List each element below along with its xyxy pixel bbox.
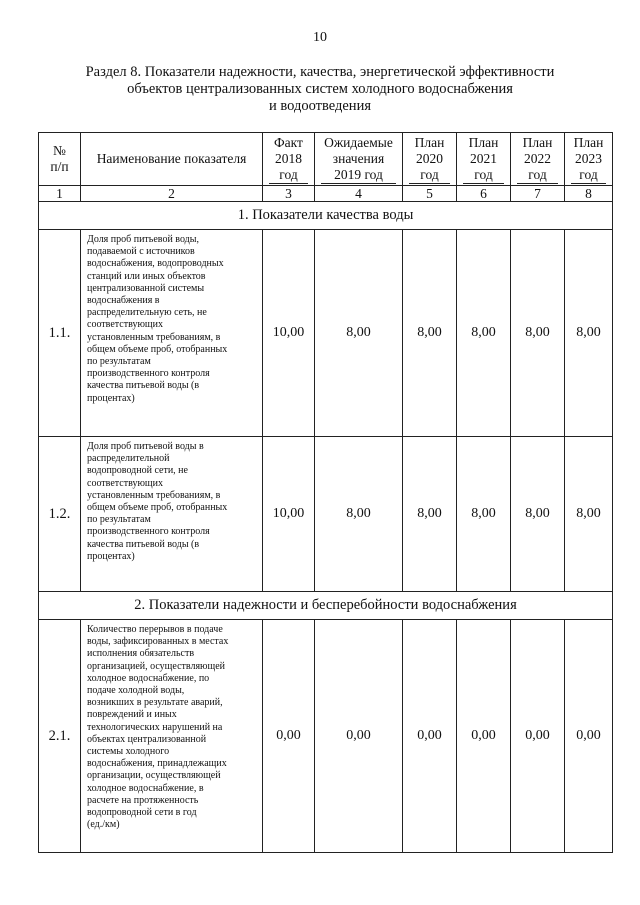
column-number: 3 — [263, 186, 315, 202]
header-cell-plan-2022: План 2022 год — [511, 133, 565, 186]
header-cell-plan-2021: План 2021 год — [457, 133, 511, 186]
header-cell-name: Наименование показателя — [81, 133, 263, 186]
value-expected-2019: 0,00 — [315, 620, 403, 853]
table-row — [39, 230, 613, 437]
value-expected-2019: 8,00 — [315, 437, 403, 592]
value-plan-2020: 8,00 — [403, 437, 457, 592]
value-plan-2022: 8,00 — [511, 230, 565, 437]
section-title-line: Раздел 8. Показатели надежности, качества, энергетической эффективности — [85, 64, 555, 80]
value-plan-2021: 8,00 — [457, 437, 511, 592]
column-number: 1 — [39, 186, 81, 202]
value-plan-2021: 0,00 — [457, 620, 511, 853]
value-plan-2022: 8,00 — [511, 437, 565, 592]
column-number: 5 — [403, 186, 457, 202]
indicator-name: Доля проб питьевой воды в распределительной водопроводной сети, не соответствующих установленным требованиям, в общем объеме проб, отобранных по результатам производственного контроля качества питьевой воды (в процентах) — [81, 437, 263, 592]
column-number: 8 — [565, 186, 613, 202]
table-row — [39, 620, 613, 853]
value-expected-2019: 8,00 — [315, 230, 403, 437]
value-plan-2020: 0,00 — [403, 620, 457, 853]
table-row — [39, 437, 613, 592]
table-header-row — [39, 133, 613, 186]
section-heading-row — [39, 202, 613, 230]
indicator-name: Доля проб питьевой воды, подаваемой с источников водоснабжения, водопроводных станций или иных объектов централизованной системы водоснабжения в распределительную сеть, не соответствующих установленным требованиям, в общем объеме проб, отобранных по результатам производственного контроля качества питьевой воды (в процентах) — [81, 230, 263, 437]
column-number: 6 — [457, 186, 511, 202]
value-plan-2020: 8,00 — [403, 230, 457, 437]
section-title-line: и водоотведения — [269, 98, 371, 114]
section-heading-row — [39, 592, 613, 620]
value-fact-2018: 0,00 — [263, 620, 315, 853]
header-cell-expected-2019: Ожидаемые значения 2019 год — [315, 133, 403, 186]
column-number-row — [39, 186, 613, 202]
column-number: 7 — [511, 186, 565, 202]
value-fact-2018: 10,00 — [263, 437, 315, 592]
value-plan-2023: 0,00 — [565, 620, 613, 853]
section-heading-reliability: 2. Показатели надежности и бесперебойности водоснабжения — [39, 592, 613, 620]
indicators-table — [38, 132, 613, 853]
value-plan-2023: 8,00 — [565, 437, 613, 592]
section-title-line: объектов централизованных систем холодного водоснабжения — [127, 81, 513, 97]
row-number: 1.1. — [39, 230, 81, 437]
row-number: 2.1. — [39, 620, 81, 853]
column-number: 2 — [81, 186, 263, 202]
section-heading-water-quality: 1. Показатели качества воды — [39, 202, 613, 230]
value-plan-2021: 8,00 — [457, 230, 511, 437]
header-cell-plan-2023: План 2023 год — [565, 133, 613, 186]
value-fact-2018: 10,00 — [263, 230, 315, 437]
value-plan-2023: 8,00 — [565, 230, 613, 437]
header-cell-plan-2020: План 2020 год — [403, 133, 457, 186]
header-cell-fact-2018: Факт 2018 год — [263, 133, 315, 186]
column-number: 4 — [315, 186, 403, 202]
header-cell-number: № п/п — [39, 133, 81, 186]
value-plan-2022: 0,00 — [511, 620, 565, 853]
row-number: 1.2. — [39, 437, 81, 592]
indicator-name: Количество перерывов в подаче воды, зафиксированных в местах исполнения обязательств организацией, осуществляющей холодное водоснабжение, по подаче холодной воды, возникших в результате аварий, повреждений и иных технологических нарушений на объектах централизованной системы холодного водоснабжения, принадлежащих организации, осуществляющей холодное водоснабжение, в расчете на протяженность водопроводной сети в год (ед./км) — [81, 620, 263, 853]
section-title — [40, 64, 600, 115]
page-number: 10 — [313, 30, 327, 45]
